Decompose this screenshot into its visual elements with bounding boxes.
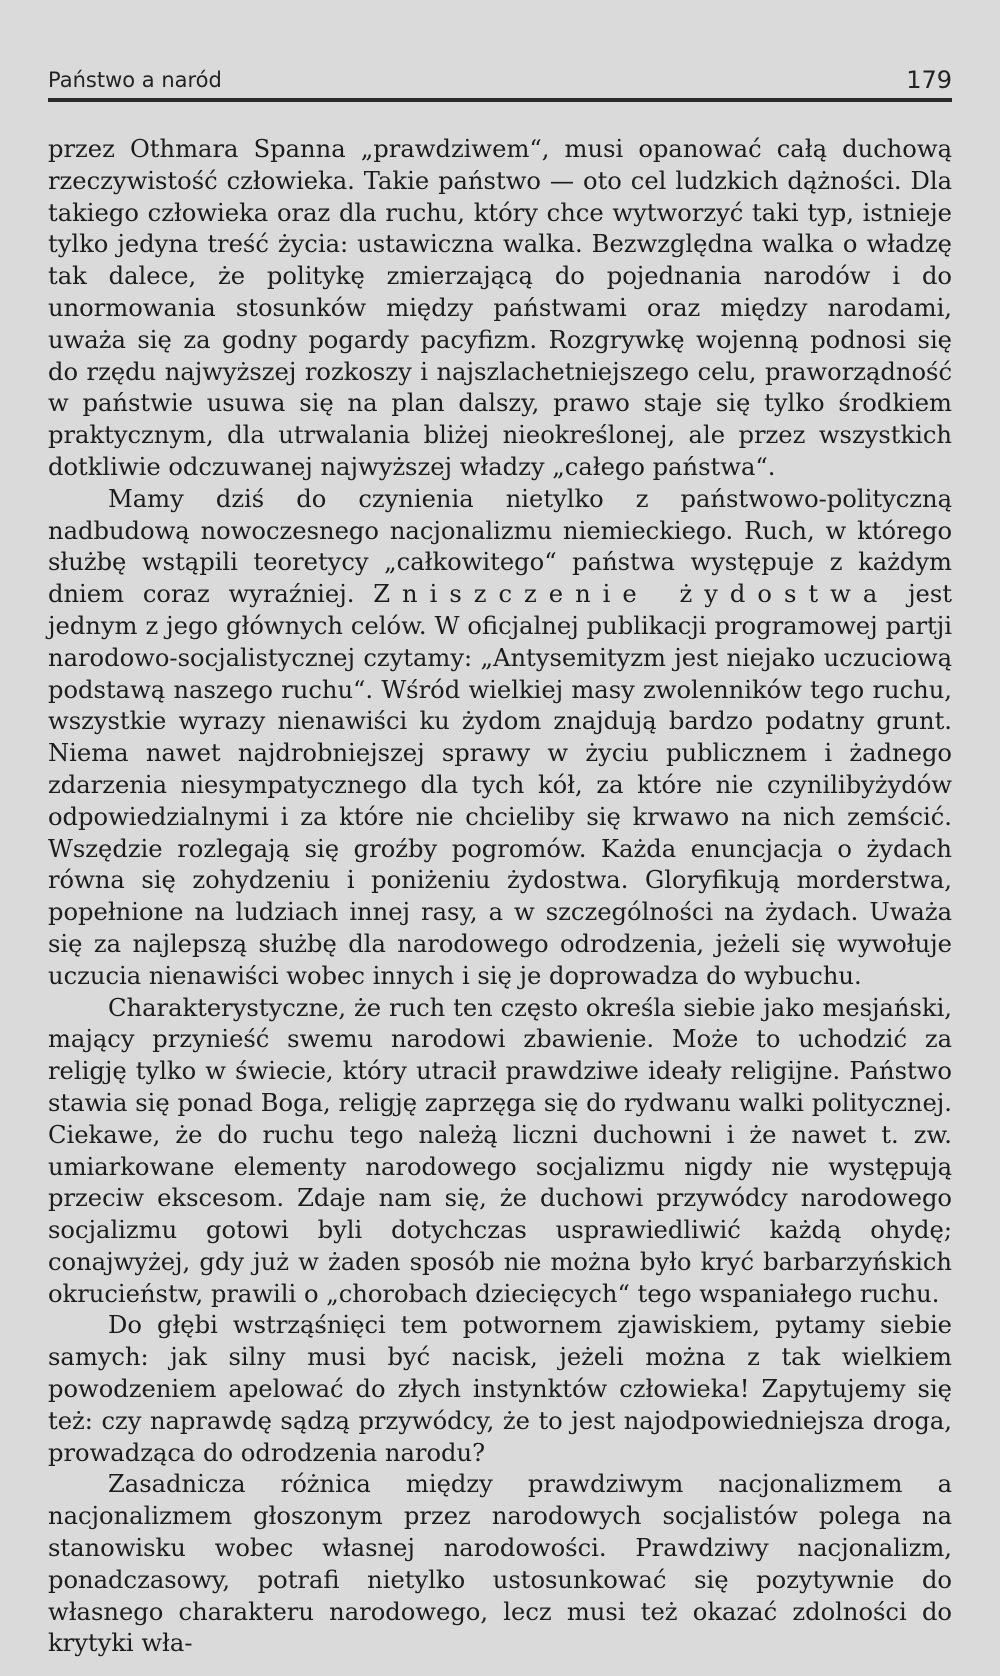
- paragraph-3: Charakterystyczne, że ruch ten często określa siebie jako mesjański, mający przynieść swemu narodowi zbawienie. Może to uchodzić za religję tylko w świecie, który utracił prawdziwe ideały religijne. Państwo stawia się ponad Boga, religję zaprzęga się do rydwanu walki politycznej. Ciekawe, że do ruchu tego należą liczni duchowni i że nawet t. zw. umiarkowane elementy narodowego socjalizmu nigdy nie występują przeciw ekscesom. Zdaje nam się, że duchowi przywódcy narodowego socjalizmu gotowi byli dotychczas usprawiedliwić każdą ohydę; conajwyżej, gdy już w żaden sposób nie można było kryć barbarzyńskich okrucieństw, prawili o „chorobach dziecięcych“ tego wspaniałego ruchu.: [48, 993, 952, 1308]
- page-header: [48, 62, 952, 98]
- paragraph-2: [48, 484, 952, 993]
- running-title: Państwo a naród: [48, 68, 222, 92]
- spaced-emphasis: Zniszczenie żydostwa: [373, 580, 890, 609]
- paragraph-2-part-a: Mamy dziś do czynienia nietylko z państwowo-polityczną nadbudową nowoczesnego nacjonalizmu niemieckiego. Ruch, w którego służbę wstąpili teoretycy „całkowitego“ państwa występuje z każdym dniem coraz wyraźniej.: [48, 484, 952, 609]
- paragraph-5: Zasadnicza różnica między prawdziwym nacjonalizmem a nacjonalizmem głoszonym przez narodowych socjalistów polega na stanowisku wobec własnej narodowości. Prawdziwy nacjonalizm, ponadczasowy, potrafi nietylko ustosunkować się pozytywnie do własnego charakteru narodowego, lecz musi też okazać zdolności do krytyki wła-: [48, 1470, 952, 1658]
- paragraph-2-part-b: jest jednym z jego głównych celów. W oficjalnej publikacji programowej partji narodowo-socjalistycznej czytamy: „Antysemityzm jest niejako uczuciową podstawą naszego ruchu“. Wśród wielkiej masy zwolenników tego ruchu, wszystkie wyrazy nienawiści ku żydom znajdują bardzo podatny grunt. Niema nawet najdrobniejszej sprawy w życiu publicznem i żadnego zdarzenia niesympatycznego dla tych kół, za które nie czynilibyżydów odpowiedzialnymi i za które nie chcieliby się krwawo na nich zemścić. Wszędzie rozlegają się groźby pogromów. Każda enuncjacja o żydach równa się zohydzeniu i poniżeniu żydostwa. Gloryfikują morderstwa, popełnione na ludziach innej rasy, a w szczególności na żydach. Uważa się za najlepszą służbę dla narodowego odrodzenia, jeżeli się wywołuje uczucia nienawiści wobec innych i się je doprowadza do wybuchu.: [48, 580, 953, 990]
- paragraph-1: przez Othmara Spanna „prawdziwem“, musi opanować całą duchową rzeczywistość człowieka. Takie państwo — oto cel ludzkich dążności. Dla takiego człowieka oraz dla ruchu, który chce wytworzyć taki typ, istnieje tylko jedyna treść życia: ustawiczna walka. Bezwzględna walka o władzę tak dalece, że politykę zmierzającą do pojednania narodów i do unormowania stosunków między państwami oraz między narodami, uważa się za godny pogardy pacyfizm. Rozgrywkę wojenną podnosi się do rzędu najwyższej rozkoszy i najszlachetniejszego celu, praworządność w państwie usuwa się na plan dalszy, prawo staje się tylko środkiem praktycznym, dla utrwalania bliżej nieokreślonej, ale przez wszystkich dotkliwie odczuwanej najwyższej władzy „całego państwa“.: [48, 135, 952, 481]
- page-number: 179: [906, 66, 952, 94]
- body-text: [48, 134, 952, 1660]
- paragraph-4: Do głębi wstrząśnięci tem potwornem zjawiskiem, pytamy siebie samych: jak silny musi być nacisk, jeżeli można z tak wielkiem powodzeniem apelować do złych instynktów człowieka! Zapytujemy się też: czy naprawdę sądzą przywódcy, że to jest najodpowiedniejsza droga, prowadząca do odrodzenia narodu?: [48, 1311, 952, 1467]
- header-rule: [48, 98, 952, 102]
